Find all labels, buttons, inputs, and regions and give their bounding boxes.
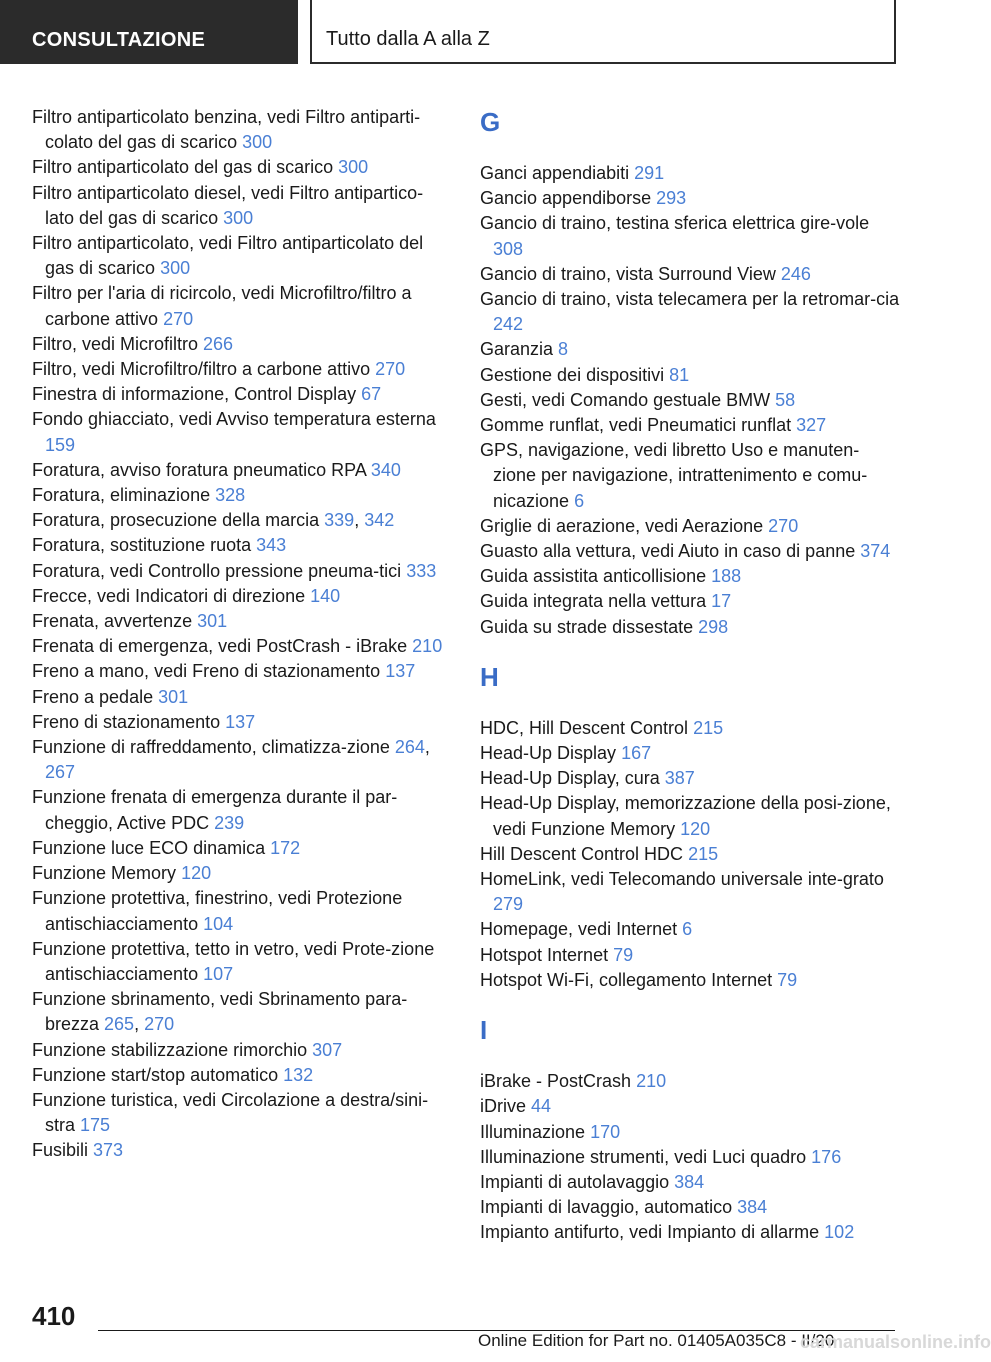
index-entry [32,710,452,735]
index-entry-text: Foratura, sostituzione ruota [32,535,257,556]
page-link[interactable]: 239 [214,812,245,833]
page-link[interactable]: 81 [669,364,690,385]
page-link[interactable]: 300 [242,132,273,153]
page-link[interactable]: 267 [45,762,76,783]
index-entry [32,458,452,483]
page-link[interactable]: 270 [163,308,194,329]
section-tab [0,0,298,64]
page-link[interactable]: 44 [531,1096,552,1117]
page-link[interactable]: 308 [493,238,524,259]
index-entry-text: Gesti, vedi Comando gestuale BMW [480,389,776,410]
index-entry-text: Gancio di traino, vista telecamera per la retromar-cia [480,289,900,310]
page-link[interactable]: 175 [80,1115,111,1136]
page-link[interactable]: 384 [737,1197,768,1218]
index-entry [480,337,900,362]
index-entry-text: Impianti di lavaggio, automatico [480,1197,738,1218]
index-entry-text: Garanzia [480,339,559,360]
index-entry: Foratura, prosecuzione della marcia 339, 342 [32,510,395,531]
page-link[interactable]: 343 [256,535,287,556]
index-entry [480,1170,900,1195]
index-entry-text: Frecce, vedi Indicatori di direzione [32,585,311,606]
index-column-left [32,105,452,1164]
index-entry-text: Funzione turistica, vedi Circolazione a destra/sini-stra [32,1089,429,1136]
index-entry-text: Illuminazione [480,1121,591,1142]
page-link[interactable]: 210 [636,1071,667,1092]
index-entry-text: Head-Up Display, memorizzazione della posi-zione, vedi Funzione Memory [480,793,891,839]
index-entry [32,533,452,558]
page-link[interactable]: 300 [223,207,254,228]
page-link[interactable]: 265 [104,1014,135,1035]
index-entry [32,155,452,180]
page-link[interactable]: 291 [634,163,665,183]
index-entry [32,382,452,407]
index-entry-text: Filtro antiparticolato del gas di scarico [32,157,339,178]
index-column-right [480,105,900,1246]
page-link[interactable]: 137 [225,711,256,732]
index-entry-text: iDrive [480,1096,532,1117]
index-entry-text: Filtro antiparticolato, vedi Filtro antiparticolato del gas di scarico [32,233,424,279]
index-entry [32,357,452,382]
page-link[interactable]: 170 [590,1121,621,1142]
index-entry [480,589,900,614]
index-entry-text: Impianto antifurto, vedi Impianto di allarme [480,1222,825,1243]
index-entry [480,211,900,261]
index-entry-text: Griglie di aerazione, vedi Aerazione [480,515,769,536]
index-entry [480,539,900,564]
index-entry [480,1220,900,1245]
page-link[interactable]: 242 [493,314,524,335]
page-link[interactable]: 58 [775,389,796,410]
index-entry [32,609,452,634]
page-link[interactable]: 384 [674,1171,705,1192]
page-link[interactable]: 298 [698,616,729,637]
page-link[interactable]: 327 [796,415,827,436]
index-entry [32,483,452,508]
page-link[interactable]: 132 [283,1064,314,1085]
index-entry-text: Funzione Memory [32,863,182,884]
page-link[interactable]: 120 [181,863,212,884]
index-entry-text: Funzione frenata di emergenza durante il par-cheggio, Active PDC [32,787,398,833]
index-entry [32,181,452,231]
index-entry: Funzione di raffreddamento, climatizza-zione 264, 267 [32,737,430,783]
index-entry-text: Ganci appendiabiti [480,163,635,183]
index-entry-text: Freno di stazionamento [32,711,226,732]
page-link[interactable]: 215 [688,843,719,864]
page-link[interactable]: 159 [45,434,76,455]
index-entry-text: Guida assistita anticollisione [480,566,712,587]
index-entry-text: Homepage, vedi Internet [480,919,683,940]
index-entry-text: Gancio di traino, vista Surround View [480,263,781,284]
index-entry-text: Foratura, prosecuzione della marcia [32,510,325,531]
page-link[interactable]: 339 [324,510,355,531]
index-entry [480,716,900,741]
page-link[interactable]: 374 [860,541,891,562]
index-entry-text: Hotspot Wi-Fi, collegamento Internet [480,969,778,990]
index-entry-text: Finestra di informazione, Control Display [32,384,362,405]
page-link[interactable]: 279 [493,894,524,915]
index-entry-text: Funzione protettiva, finestrino, vedi Protezione antischiacciamento [32,888,403,934]
index-entry-text: Guida integrata nella vettura [480,591,712,612]
index-entry-text: Gancio appendiborse [480,188,657,209]
index-entry-text: Gomme runflat, vedi Pneumatici runflat [480,415,797,436]
section-letter: G [480,107,501,137]
index-entry [480,564,900,589]
index-entry [480,363,900,388]
index-entry [480,791,900,841]
index-entry-text: Frenata di emergenza, vedi PostCrash - iBrake [32,636,413,657]
page-link[interactable]: 300 [160,258,191,279]
index-entry [480,968,900,993]
index-entry [480,917,900,942]
chapter-box [310,0,896,64]
index-entry [480,413,900,438]
index-entry-text: Filtro antiparticolato benzina, vedi Filtro antiparti-colato del gas di scarico [32,107,421,153]
index-entry [480,186,900,211]
index-entry [32,281,452,331]
index-entry [480,615,900,640]
page-link[interactable]: 264 [394,737,425,758]
page-link[interactable]: 307 [312,1039,343,1060]
index-entry [480,766,900,791]
page-link[interactable]: 246 [780,263,811,284]
index-entry-text: Funzione start/stop automatico [32,1064,284,1085]
page-link[interactable]: 340 [370,459,401,480]
index-entry-text: Filtro per l'aria di ricircolo, vedi Microfiltro/filtro a carbone attivo [32,283,412,329]
index-entry [32,231,452,281]
page-number: 410 [32,1301,76,1331]
index-entry [480,438,900,514]
page-link[interactable]: 167 [621,743,652,764]
page-link[interactable]: 137 [385,661,416,682]
page-link[interactable]: 342 [364,510,395,531]
page-link[interactable]: 102 [824,1222,855,1243]
index-entry [32,861,452,886]
index-entry [32,1063,452,1088]
index-entry-text: Head-Up Display, cura [480,768,665,789]
index-entry-text: Funzione di raffreddamento, climatizza-zione [32,737,395,758]
index-entry-text: Funzione stabilizzazione rimorchio [32,1039,313,1060]
index-entry-text: Hotspot Internet [480,944,614,965]
index-entry-text: HDC, Hill Descent Control [480,717,694,738]
index-entry-text: iBrake - PostCrash [480,1071,637,1092]
index-entry [480,842,900,867]
index-entry [480,161,900,186]
section-letter: H [480,661,499,692]
page-link[interactable]: 270 [144,1014,175,1035]
index-entry [480,741,900,766]
index-entry-text: Head-Up Display [480,743,622,764]
index-entry-text: Impianti di autolavaggio [480,1171,675,1192]
index-entry [32,1088,452,1138]
page-link[interactable]: 176 [811,1146,842,1167]
index-entry-text: Fusibili [32,1140,94,1161]
index-entry [32,584,452,609]
page-link[interactable]: 266 [203,333,234,354]
index-entry-text: Funzione luce ECO dinamica [32,837,271,858]
index-entry-text: Gancio di traino, testina sferica elettrica gire-vole [480,213,870,234]
index-entry-text: Hill Descent Control HDC [480,843,689,864]
edition-note: Online Edition for Part no. 01405A035C8 - II/20 [478,1331,835,1350]
page-link[interactable]: 328 [215,485,246,506]
index-entry [480,1195,900,1220]
index-entry-text: Filtro, vedi Microfiltro/filtro a carbone attivo [32,359,376,380]
index-entry [480,1120,900,1145]
page-link[interactable]: 6 [574,490,585,511]
index-entry [32,886,452,936]
page-link[interactable]: 17 [711,591,732,612]
index-entry [32,407,452,457]
index-entry [480,1094,900,1119]
index-entry [32,836,452,861]
section-title: CONSULTAZIONE [32,29,206,51]
index-entry [32,332,452,357]
index-entry [32,937,452,987]
page-link[interactable]: 79 [777,969,798,990]
page-link[interactable]: 140 [310,585,341,606]
index-entry-text: Filtro, vedi Microfiltro [32,333,204,354]
index-entry [480,943,900,968]
index-entry-text: Gestione dei dispositivi [480,364,670,385]
page-link[interactable]: 104 [203,913,234,934]
page-link[interactable]: 301 [197,611,228,632]
index-entry-text: Frenata, avvertenze [32,611,198,632]
index-entry-text: Foratura, avviso foratura pneumatico RPA [32,459,371,480]
page-link[interactable]: 120 [680,818,711,839]
index-entry-text: Freno a mano, vedi Freno di stazionamento [32,661,386,682]
index-entry [32,634,452,659]
page-link[interactable]: 387 [664,768,695,789]
index-entry [480,287,900,337]
index-entry-text: Foratura, eliminazione [32,485,216,506]
page-link[interactable]: 210 [412,636,443,657]
index-entry-text: Filtro antiparticolato diesel, vedi Filtro antipartico-lato del gas di scarico [32,182,424,228]
index-entry-text: GPS, navigazione, vedi libretto Uso e manuten-zione per navigazione, intrattenimento e comu-nicazione [480,440,868,511]
index-entry [32,1038,452,1063]
page-link[interactable]: 188 [711,566,742,587]
chapter-title: Tutto dalla A alla Z [326,28,490,50]
watermark: carmanualsonline.info [800,1332,991,1352]
index-entry-text: Funzione sbrinamento, vedi Sbrinamento para-brezza [32,989,408,1035]
page-link[interactable]: 270 [768,515,799,536]
index-entry-text: Illuminazione strumenti, vedi Luci quadro [480,1146,812,1167]
page-link[interactable]: 270 [375,359,406,380]
page-link[interactable]: 300 [338,157,369,178]
page-link[interactable]: 373 [93,1140,124,1161]
page-link[interactable]: 107 [203,963,234,984]
index-entry [32,105,452,155]
page-link[interactable]: 79 [613,944,634,965]
page-link[interactable]: 301 [158,686,189,707]
index-entry [32,1138,452,1163]
index-entry [480,262,900,287]
page-link[interactable]: 333 [406,560,437,581]
index-entry-text: Foratura, vedi Controllo pressione pneuma-tici [32,560,407,581]
index-entry [32,659,452,684]
page-header [0,0,960,66]
index-entry-text: Guasto alla vettura, vedi Aiuto in caso di panne [480,541,861,562]
page-link[interactable]: 67 [361,384,382,405]
index-entry [480,867,900,917]
index-entry [480,1145,900,1170]
index-entry-text: Freno a pedale [32,686,159,707]
index-entry-text: Guida su strade dissestate [480,616,699,637]
page-link[interactable]: 8 [558,339,569,360]
index-entry [480,1069,900,1094]
index-entry [32,785,452,835]
page-link[interactable]: 6 [682,919,693,940]
index-entry [480,388,900,413]
page-link[interactable]: 293 [656,188,687,209]
index-entry-text: HomeLink, vedi Telecomando universale inte-grato [480,869,884,890]
index-entry: Funzione sbrinamento, vedi Sbrinamento para-brezza 265, 270 [32,989,408,1035]
page-link[interactable]: 172 [270,837,301,858]
section-letter: I [480,1015,488,1046]
index-entry [32,559,452,584]
index-entry [480,514,900,539]
index-entry-text: Funzione protettiva, tetto in vetro, vedi Prote-zione antischiacciamento [32,938,435,984]
index-entry [32,685,452,710]
index-entry-text: Fondo ghiacciato, vedi Avviso temperatura esterna [32,409,436,430]
page-link[interactable]: 215 [693,717,724,738]
